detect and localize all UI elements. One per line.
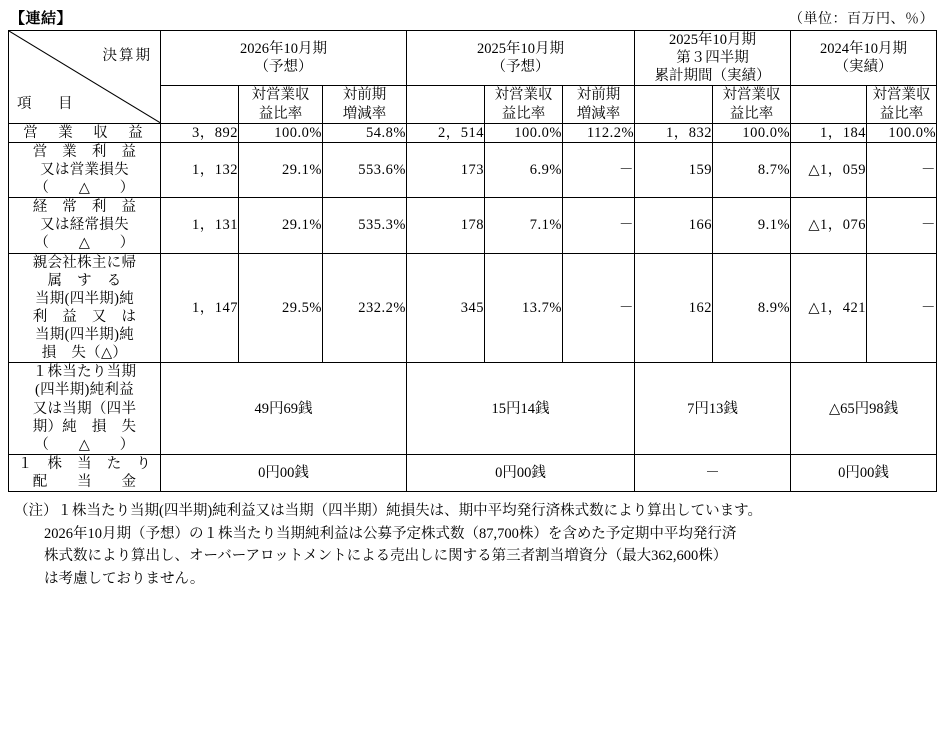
row-label-line: 営 業 収 益: [23, 124, 146, 141]
ratio-header-2026: [239, 86, 323, 123]
ratio-header-line1: 対営業収: [872, 87, 931, 104]
row-label-line: 又は営業損失: [40, 161, 129, 178]
cell-2025-yoy: －: [563, 198, 635, 253]
cell-q3-amount: 1，832: [635, 123, 713, 142]
row-label-line: 配 当 金: [32, 474, 137, 490]
yoy-header-2025: [563, 86, 635, 123]
cell-2026-amount: 1，131: [161, 198, 239, 253]
footnote-line-2: 2026年10月期（予想）の１株当たり当期純利益は公募予定株式数（87,700株）を含めた予定期中平均発行済: [44, 525, 737, 542]
table-row: [9, 253, 937, 363]
row-label-line: 属 す る: [47, 272, 122, 289]
yoy-header-line2: 増減率: [342, 105, 387, 122]
cell-q3-amount: 162: [635, 253, 713, 363]
cell-2026-amount: 1，132: [161, 142, 239, 197]
row-label-operating-income: [9, 142, 161, 197]
table-header-row-periods: [9, 31, 937, 86]
cell-2024-ratio: 100.0%: [867, 123, 937, 142]
table-row: [9, 198, 937, 253]
cell-2025-amount: 2，514: [407, 123, 485, 142]
cell-q3-ratio: 9.1%: [713, 198, 791, 253]
cell-2024-ratio: －: [867, 198, 937, 253]
row-label-dividend: [9, 454, 161, 491]
row-label-eps: [9, 363, 161, 455]
row-label-line: 又は当期（四半: [32, 400, 137, 417]
cell-dividend-2025: 0円00銭: [407, 454, 635, 491]
row-label-line: （ △ ）: [34, 436, 135, 453]
footnotes: [8, 500, 936, 590]
period-subtitle: （予想）: [254, 59, 313, 76]
row-label-operating-revenue: [9, 123, 161, 142]
cell-q3-ratio: 8.7%: [713, 142, 791, 197]
cell-eps-q3: 7円13銭: [635, 363, 791, 455]
cell-dividend-q3: －: [635, 454, 791, 491]
cell-eps-2025: 15円14銭: [407, 363, 635, 455]
footnote-line-3: 株式数により算出し、オーバーアロットメントによる売出しに関する第三者割当増資分（最大362,600株）: [44, 548, 728, 565]
cell-2025-ratio: 6.9%: [485, 142, 563, 197]
row-axis-label: 項 目: [17, 95, 79, 112]
row-label-line: 親会社株主に帰: [32, 254, 137, 271]
blank-amount-header-q3: [635, 86, 713, 123]
yoy-header-line1: 対前期: [342, 87, 387, 104]
cell-2026-amount: 1，147: [161, 253, 239, 363]
cell-2025-yoy: 112.2%: [563, 123, 635, 142]
footnote-line-1: （注）１株当たり当期(四半期)純利益又は当期（四半期）純損失は、期中平均発行済株式数により算出しています。: [14, 503, 762, 520]
cell-2026-yoy: 553.6%: [323, 142, 407, 197]
ratio-header-line1: 対営業収: [251, 87, 310, 104]
blank-amount-header-2024: [791, 86, 867, 123]
unit-note: （単位：百万円、％）: [789, 12, 934, 27]
row-label-line: （ △ ）: [34, 180, 135, 196]
cell-eps-2026: 49円69銭: [161, 363, 407, 455]
cell-q3-amount: 159: [635, 142, 713, 197]
consolidated-label: 【連結】: [10, 11, 73, 27]
cell-2025-ratio: 13.7%: [485, 253, 563, 363]
row-label-ordinary-income: [9, 198, 161, 253]
row-label-line: １株当たり当期: [32, 364, 137, 381]
row-label-line: 損 失（△）: [41, 345, 128, 362]
period-subtitle: （予想）: [491, 59, 550, 76]
row-label-line: 利 益 又 は: [32, 308, 137, 325]
cell-2026-ratio: 29.1%: [239, 198, 323, 253]
cell-2024-amount: △1，059: [791, 142, 867, 197]
yoy-header-line1: 対前期: [576, 87, 621, 104]
row-label-line: 経 常 利 益: [32, 199, 137, 216]
ratio-header-2025: [485, 86, 563, 123]
cell-2026-amount: 3，892: [161, 123, 239, 142]
row-label-net-income: [9, 253, 161, 363]
ratio-header-line1: 対営業収: [722, 87, 781, 104]
cell-2026-yoy: 54.8%: [323, 123, 407, 142]
period-header-2025: [407, 31, 635, 86]
row-label-line: １ 株 当 た り: [17, 455, 152, 472]
yoy-header-line2: 増減率: [576, 105, 621, 122]
period-header-2026: [161, 31, 407, 86]
row-label-line: (四半期)純利益: [34, 382, 135, 399]
row-label-line: （ △ ）: [34, 235, 135, 252]
page-header: [8, 0, 936, 28]
period-title: 2025年10月期: [669, 32, 757, 48]
cell-2024-amount: △1，421: [791, 253, 867, 363]
cell-dividend-2024: 0円00銭: [791, 454, 937, 491]
cell-2024-amount: △1，076: [791, 198, 867, 253]
cell-2025-amount: 173: [407, 142, 485, 197]
cell-2024-ratio: －: [867, 253, 937, 363]
row-label-line: 営 業 利 益: [32, 143, 137, 160]
cell-2026-yoy: 232.2%: [323, 253, 407, 363]
row-label-line: 当期(四半期)純: [34, 327, 135, 343]
period-title: 2024年10月期: [820, 41, 908, 58]
ratio-header-2024: [867, 86, 937, 123]
cell-2025-yoy: －: [563, 142, 635, 197]
corner-diagonal-cell: [9, 31, 161, 124]
cell-2025-yoy: －: [563, 253, 635, 363]
footnote-line-4: は考慮しておりません。: [44, 570, 205, 587]
cell-eps-2024: △65円98銭: [791, 363, 937, 455]
cell-2025-amount: 178: [407, 198, 485, 253]
cell-2026-ratio: 100.0%: [239, 123, 323, 142]
cell-q3-ratio: 8.9%: [713, 253, 791, 363]
financial-summary-table: [8, 30, 937, 492]
ratio-header-q3: [713, 86, 791, 123]
period-subtitle: 第３四半期: [676, 50, 749, 67]
table-row: [9, 123, 937, 142]
blank-amount-header-2025: [407, 86, 485, 123]
period-title: 2026年10月期: [240, 41, 327, 58]
table-row-eps: [9, 363, 937, 455]
period-header-q3: [635, 31, 791, 86]
period-title: 2025年10月期: [477, 41, 565, 58]
table-row-dividend: [9, 454, 937, 491]
cell-2024-ratio: －: [867, 142, 937, 197]
row-label-line: 又は経常損失: [40, 217, 129, 234]
cell-2025-amount: 345: [407, 253, 485, 363]
cell-dividend-2026: 0円00銭: [161, 454, 407, 491]
cell-2025-ratio: 100.0%: [485, 123, 563, 142]
cell-q3-ratio: 100.0%: [713, 123, 791, 142]
ratio-header-line2: 益比率: [729, 105, 774, 122]
blank-amount-header-2026: [161, 86, 239, 123]
cell-2024-amount: 1，184: [791, 123, 867, 142]
row-label-line: 期）純 損 失: [32, 418, 137, 435]
ratio-header-line1: 対営業収: [494, 87, 553, 104]
cell-2026-ratio: 29.1%: [239, 142, 323, 197]
period-subtitle: （実績）: [834, 59, 893, 76]
period-header-2024: [791, 31, 937, 86]
table-row: [9, 142, 937, 197]
ratio-header-line2: 益比率: [501, 105, 546, 122]
cell-2025-ratio: 7.1%: [485, 198, 563, 253]
ratio-header-line2: 益比率: [879, 105, 924, 122]
cell-2026-ratio: 29.5%: [239, 253, 323, 363]
column-axis-label: 決算期: [102, 48, 152, 64]
cell-q3-amount: 166: [635, 198, 713, 253]
period-subtitle-2: 累計期間（実績）: [654, 68, 771, 85]
row-label-line: 当期(四半期)純: [34, 290, 135, 307]
ratio-header-line2: 益比率: [258, 105, 303, 122]
yoy-header-2026: [323, 86, 407, 123]
cell-2026-yoy: 535.3%: [323, 198, 407, 253]
